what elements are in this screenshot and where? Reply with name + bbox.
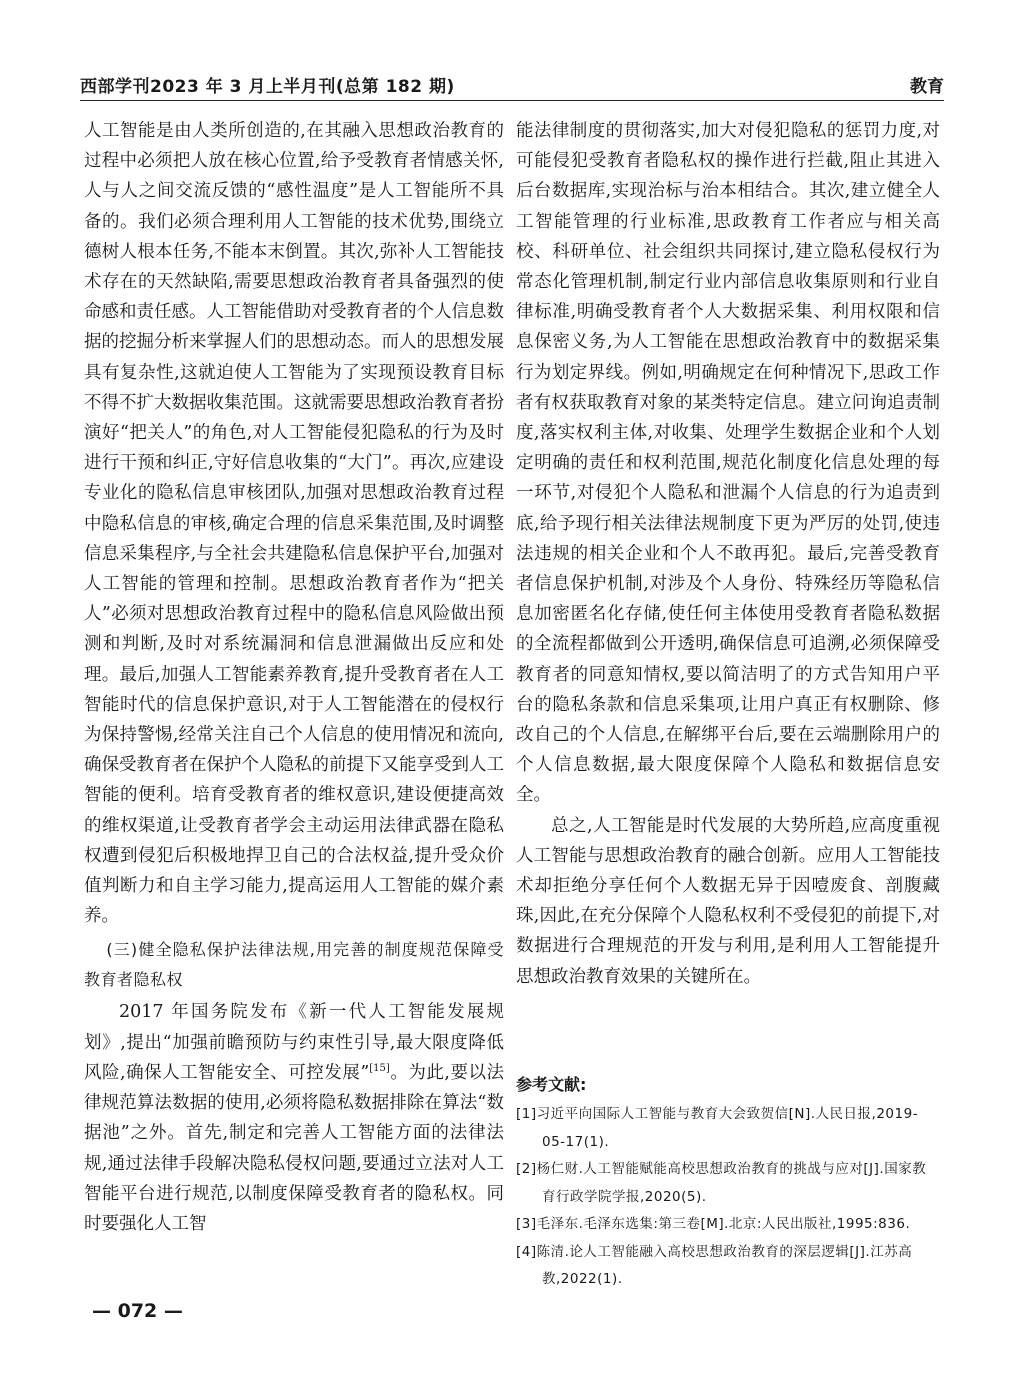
references-section (516, 1072, 940, 1294)
section-label: 教育 (910, 77, 944, 97)
reference-item: [1]习近平向国际人工智能与教育大会致贺信[N].人民日报,2019-05-17(1). (516, 1106, 919, 1150)
paragraph-text: 。为此,要以法律规范算法数据的使用,必须将隐私数据排除在算法“数据池”之外。首先,制定和完善人工智能方面的法律法规,通过法律手段解决隐私侵权问题,要通过立法对人工智能平台进行规范,以制度保障受教育者的隐私权。同时要强化人工智 (84, 1062, 504, 1234)
body-paragraph: 能法律制度的贯彻落实,加大对侵犯隐私的惩罚力度,对可能侵犯受教育者隐私权的操作进行拦截,阻止其进入后台数据库,实现治标与治本相结合。其次,建立健全人工智能管理的行业标准,思政教育工作者应与相关高校、科研单位、社会组织共同探讨,建立隐私侵权行为常态化管理机制,制定行业内部信息收集原则和行业自律标准,明确受教育者个人大数据采集、利用权限和信息保密义务,为人工智能在思想政治教育中的数据采集行为划定界线。例如,明确规定在何种情况下,思政工作者有权获取教育对象的某类特定信息。建立问询追责制度,落实权利主体,对收集、处理学生数据企业和个人划定明确的责任和权利范围,规范化制度化信息处理的每一环节,对侵犯个人隐私和泄漏个人信息的行为追责到底,给予现行相关法律法规制度下更为严厉的处罚,使违法违规的相关企业和个人不敢再犯。最后,完善受教育者信息保护机制,对涉及个人身份、特殊经历等隐私信息加密匿名化存储,使任何主体使用受教育者隐私数据的全流程都做到公开透明,确保信息可追溯,必须保障受教育者的同意知情权,要以简洁明了的方式告知用户平台的隐私条款和信息采集项,让用户真正有权删除、修改自己的个人信息,在解绑平台后,要在云端删除用户的个人信息数据,最大限度保障个人隐私和数据信息安全。 (516, 121, 940, 806)
running-header (80, 70, 944, 101)
body-paragraph: 人工智能是由人类所创造的,在其融入思想政治教育的过程中必须把人放在核心位置,给予受教育者情感关怀,人与人之间交流反馈的“感性温度”是人工智能所不具备的。我们必须合理利用人工智能的技术优势,围绕立德树人根本任务,不能本末倒置。其次,弥补人工智能技术存在的天然缺陷,需要思想政治教育者具备强烈的使命感和责任感。人工智能借助对受教育者的个人信息数据的挖掘分析来掌握人们的思想动态。而人的思想发展具有复杂性,这就迫使人工智能为了实现预设教育目标不得不扩大数据收集范围。这就需要思想政治教育者扮演好“把关人”的角色,对人工智能侵犯隐私的行为及时进行干预和纠正,守好信息收集的“大门”。再次,应建设专业化的隐私信息审核团队,加强对思想政治教育过程中隐私信息的审核,确定合理的信息采集范围,及时调整信息采集程序,与全社会共建隐私信息保护平台,加强对人工智能的管理和控制。思想政治教育者作为“把关人”必须对思想政治教育过程中的隐私信息风险做出预测和判断,及时对系统漏洞和信息泄漏做出反应和处理。最后,加强人工智能素养教育,提升受教育者在人工智能时代的信息保护意识,对于人工智能潜在的侵权行为保持警惕,经常关注自己个人信息的使用情况和流向,确保受教育者在保护个人隐私的前提下又能享受到人工智能的便利。培育受教育者的维权意识,建设便捷高效的维权渠道,让受教育者学会主动运用法律武器在隐私权遭到侵犯后积极地捍卫自己的合法权益,提升受众价值判断力和自主学习能力,提高运用人工智能的媒介素养。 (84, 121, 504, 927)
paragraph-text: 2017 年国务院发布《新一代人工智能发展规划》,提出“加强前瞻预防与约束性引导,最大限度降低风险,确保人工智能安全、可控发展” (84, 1002, 504, 1083)
journal-issue-title: 西部学刊2023 年 3 月上半月刊(总第 182 期) (80, 77, 455, 97)
section-subheading: (三)健全隐私保护法律法规,用完善的制度规范保障受教育者隐私权 (84, 940, 504, 990)
references-title: 参考文献: (516, 1075, 587, 1094)
conclusion-paragraph: 总之,人工智能是时代发展的大势所趋,应高度重视人工智能与思想政治教育的融合创新。应用人工智能技术却拒绝分享任何个人数据无异于因噎废食、剖腹藏珠,因此,在充分保障个人隐私权利不受侵犯的前提下,对数据进行合理规范的开发与利用,是利用人工智能提升思想政治教育效果的关键所在。 (516, 815, 940, 987)
body-paragraph (84, 997, 504, 1239)
page-number: — 072 — (92, 1300, 183, 1322)
left-column (84, 116, 504, 1239)
reference-item: [2]杨仁财.人工智能赋能高校思想政治教育的挑战与应对[J].国家教育行政学院学报,2020(5). (516, 1161, 927, 1205)
reference-item: [3]毛泽东.毛泽东选集:第三卷[M].北京:人民出版社,1995:836. (516, 1216, 911, 1232)
citation-marker: [15] (369, 1063, 390, 1075)
right-column (516, 116, 940, 992)
reference-item: [4]陈清.论人工智能融入高校思想政治教育的深层逻辑[J].江苏高教,2022(1). (516, 1243, 913, 1287)
